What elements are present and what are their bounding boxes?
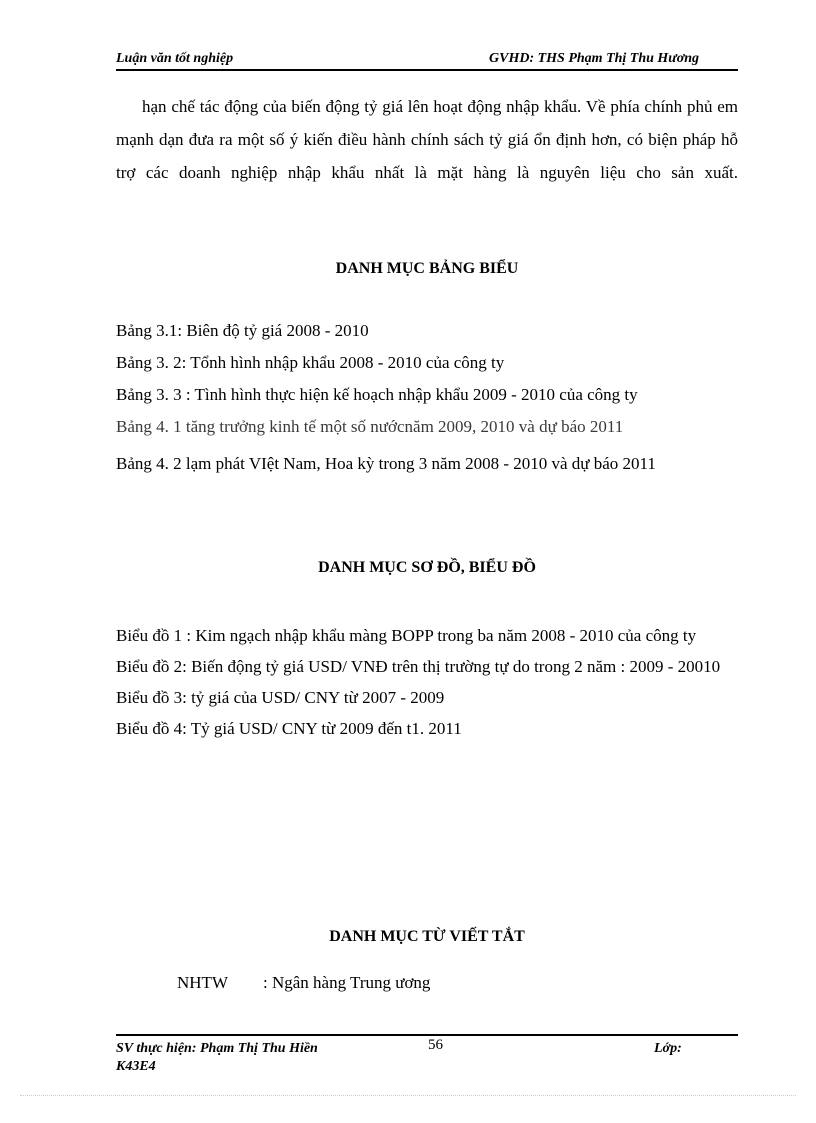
footer-class-label: Lớp: xyxy=(654,1041,682,1056)
table-list-item: Bảng 3. 2: Tổnh hình nhập khẩu 2008 - 2010 của công ty xyxy=(116,353,505,372)
footer-divider xyxy=(116,1034,738,1036)
abbreviation-entry xyxy=(177,971,430,995)
table-list-item: Bảng 4. 2 lạm phát VIệt Nam, Hoa kỳ trong 3 năm 2008 - 2010 và dự báo 2011 xyxy=(116,454,656,473)
figure-list-item: Biểu đồ 4: Tỷ giá USD/ CNY từ 2009 đến t1. 2011 xyxy=(116,719,462,738)
abbreviations-list-title: DANH MỤC TỪ VIẾT TẮT xyxy=(329,928,525,945)
abbreviation-term: NHTW xyxy=(177,973,228,992)
figures-list-title: DANH MỤC SƠ ĐỒ, BIỂU ĐỒ xyxy=(318,559,536,576)
figure-list-item: Biểu đồ 1 : Kim ngạch nhập khẩu màng BOPP trong ba năm 2008 - 2010 của công ty xyxy=(116,626,697,645)
header-divider xyxy=(116,69,738,71)
header-advisor: GVHD: THS Phạm Thị Thu Hương xyxy=(489,51,699,66)
table-list-item: Bảng 4. 1 tăng trưởng kinh tế một số nướcnăm 2009, 2010 và dự báo 2011 xyxy=(116,417,624,436)
tables-list-title: DANH MỤC BẢNG BIỂU xyxy=(335,260,519,277)
tables-list xyxy=(116,320,738,485)
header-thesis-label: Luận văn tốt nghiệp xyxy=(116,51,234,66)
abbreviation-definition: : Ngân hàng Trung ương xyxy=(263,973,431,992)
figure-list-item: Biểu đồ 2: Biến động tỷ giá USD/ VNĐ trên thị trường tự do trong 2 năm : 2009 - 20010 xyxy=(116,657,721,676)
table-list-item: Bảng 3. 3 : Tình hình thực hiện kế hoạch nhập khẩu 2009 - 2010 của công ty xyxy=(116,385,638,404)
footer-class-code: K43E4 xyxy=(116,1059,156,1074)
figures-list xyxy=(116,620,738,744)
body-paragraph: hạn chế tác động của biến động tỷ giá lên hoạt động nhập khẩu. Về phía chính phủ em mạnh dạn đưa ra một số ý kiến điều hành chính sách tỷ giá ổn định hơn, có biện pháp hỗ trợ các doanh nghiệp nhập khẩu nhất là mặt hàng là nguyên liệu cho sản xuất. xyxy=(116,97,738,182)
footer-student-name: SV thực hiện: Phạm Thị Thu Hiền xyxy=(116,1041,318,1056)
figure-list-item: Biểu đồ 3: tỷ giá của USD/ CNY từ 2007 - 2009 xyxy=(116,688,445,707)
page-edge-dotted-line xyxy=(20,1095,796,1096)
footer-student-info xyxy=(116,1040,318,1076)
table-list-item: Bảng 3.1: Biên độ tỷ giá 2008 - 2010 xyxy=(116,321,369,340)
page-number: 56 xyxy=(428,1037,443,1053)
